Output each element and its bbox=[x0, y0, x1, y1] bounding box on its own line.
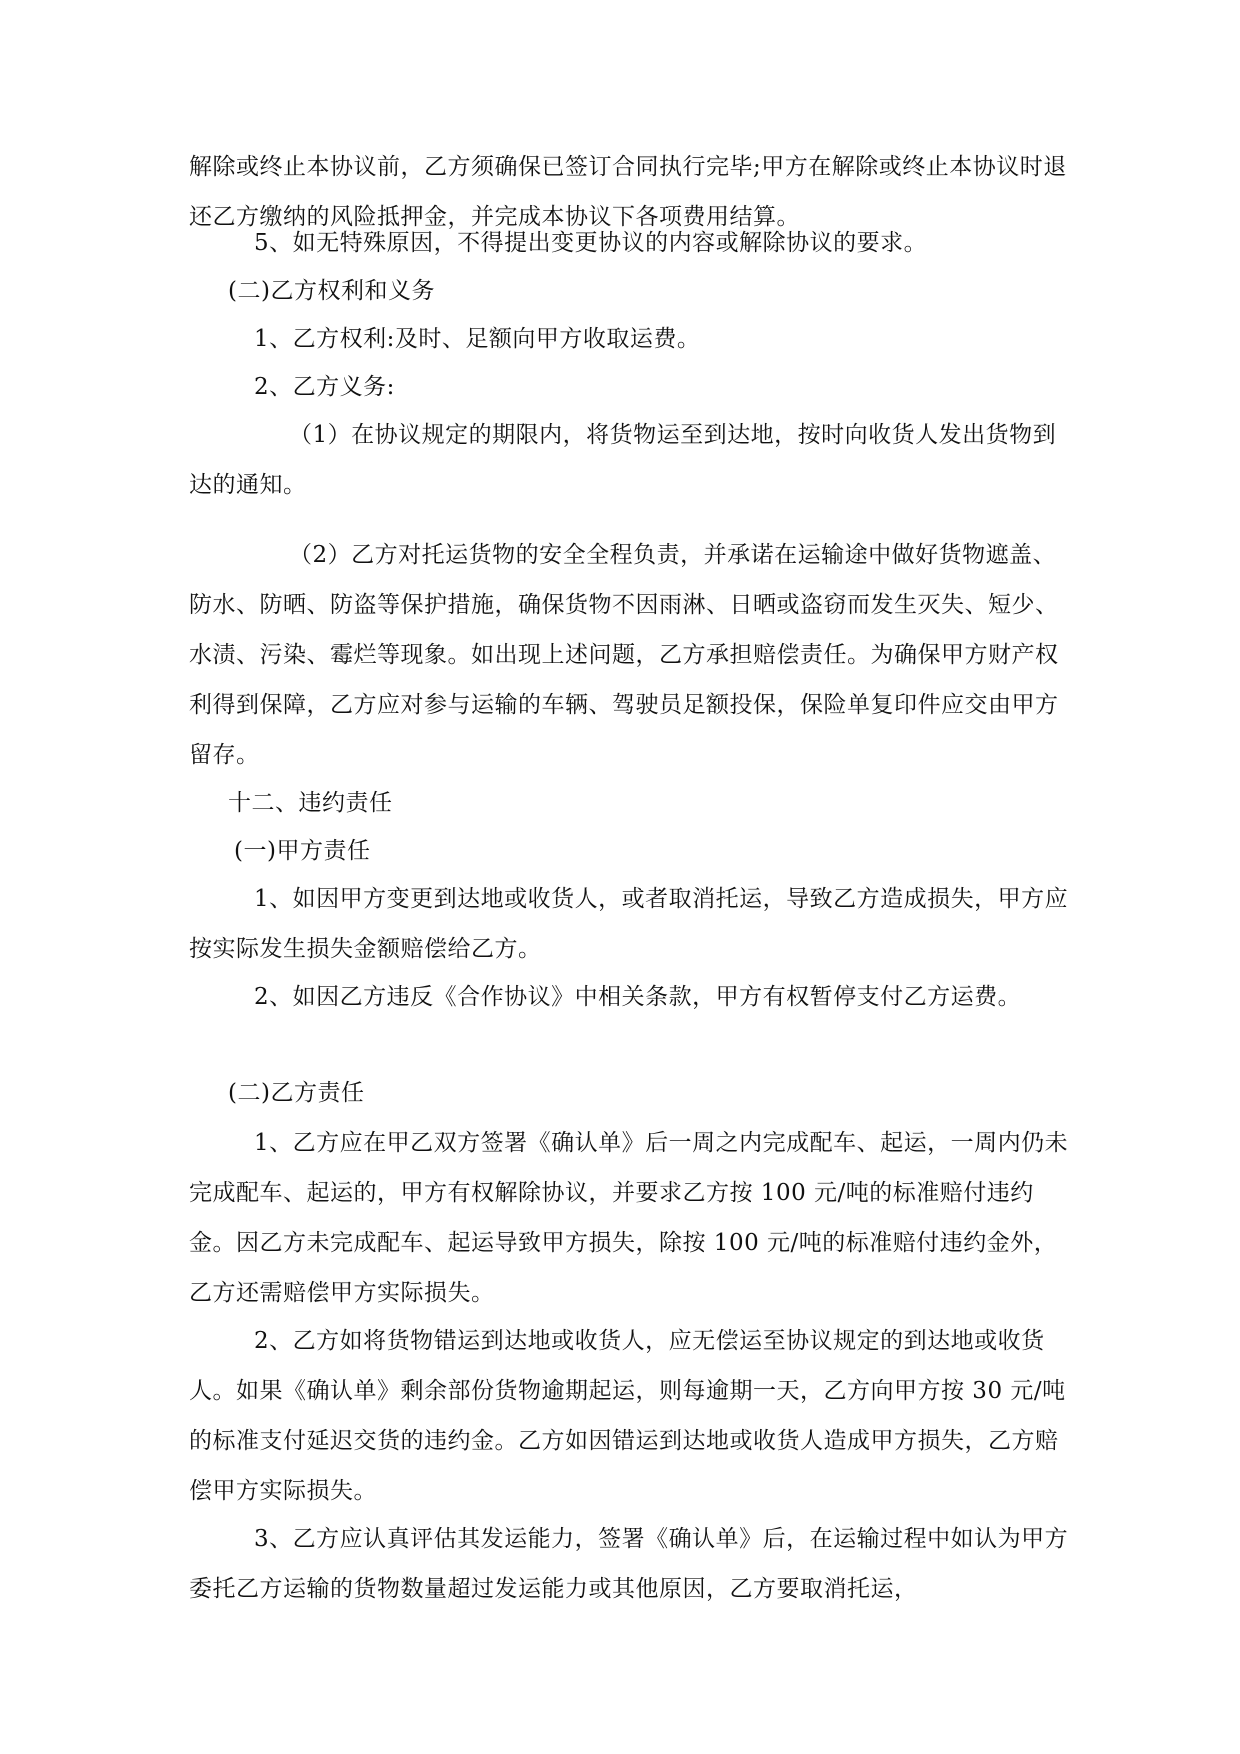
paragraph-party-a-liability-2: 2、如因乙方违反《合作协议》中相关条款，甲方有权暂停支付乙方运费。 bbox=[254, 984, 1022, 1010]
paragraph-party-b-liability-3: 3、乙方应认真评估其发运能力，签署《确认单》后，在运输过程中如认为甲方委托乙方运输的货物数量超过发运能力或其他原因，乙方要取消托运， bbox=[189, 1526, 1069, 1602]
section-heading-party-b-liability: (二)乙方责任 bbox=[228, 1080, 365, 1106]
section-heading-breach-liability: 十二、违约责任 bbox=[228, 790, 393, 816]
paragraph-obligation-1: （1）在协议规定的期限内，将货物运至到达地，按时向收货人发出货物到达的通知。 bbox=[189, 422, 1057, 498]
section-heading-party-b-rights: (二)乙方权利和义务 bbox=[228, 278, 435, 304]
paragraph-party-a-liability-1: 1、如因甲方变更到达地或收货人，或者取消托运，导致乙方造成损失，甲方应按实际发生损失金额赔偿给乙方。 bbox=[189, 886, 1069, 962]
paragraph-obligation-2: （2）乙方对托运货物的安全全程负责，并承诺在运输途中做好货物遮盖、防水、防晒、防盗等保护措施，确保货物不因雨淋、日晒或盗窃而发生灭失、短少、水渍、污染、霉烂等现象。如出现上述问题，乙方承担赔偿责任。为确保甲方财产权利得到保障，乙方应对参与运输的车辆、驾驶员足额投保，保险单复印件应交由甲方留存。 bbox=[189, 542, 1059, 768]
paragraph-party-b-liability-2: 2、乙方如将货物错运到达地或收货人，应无偿运至协议规定的到达地或收货人。如果《确认单》剩余部份货物逾期起运，则每逾期一天，乙方向甲方按 30 元/吨的标准支付延迟交货的违约金。乙方如因错运到达地或收货人造成甲方损失，乙方赔偿甲方实际损失。 bbox=[189, 1328, 1066, 1504]
section-heading-party-a-liability: (一)甲方责任 bbox=[234, 838, 371, 864]
paragraph-item-5: 5、如无特殊原因，不得提出变更协议的内容或解除协议的要求。 bbox=[254, 230, 928, 256]
paragraph-party-b-liability-1: 1、乙方应在甲乙双方签署《确认单》后一周之内完成配车、起运，一周内仍未完成配车、起运的，甲方有权解除协议，并要求乙方按 100 元/吨的标准赔付违约金。因乙方未完成配车、起运导致甲方损失，除按 100 元/吨的标准赔付违约金外，乙方还需赔偿甲方实际损失。 bbox=[189, 1130, 1069, 1306]
paragraph-party-b-obligations: 2、乙方义务: bbox=[254, 374, 395, 400]
paragraph-termination-settlement: 解除或终止本协议前，乙方须确保已签订合同执行完毕;甲方在解除或终止本协议时退还乙方缴纳的风险抵押金，并完成本协议下各项费用结算。 bbox=[189, 154, 1067, 230]
paragraph-party-b-rights: 1、乙方权利:及时、足额向甲方收取运费。 bbox=[254, 326, 701, 352]
